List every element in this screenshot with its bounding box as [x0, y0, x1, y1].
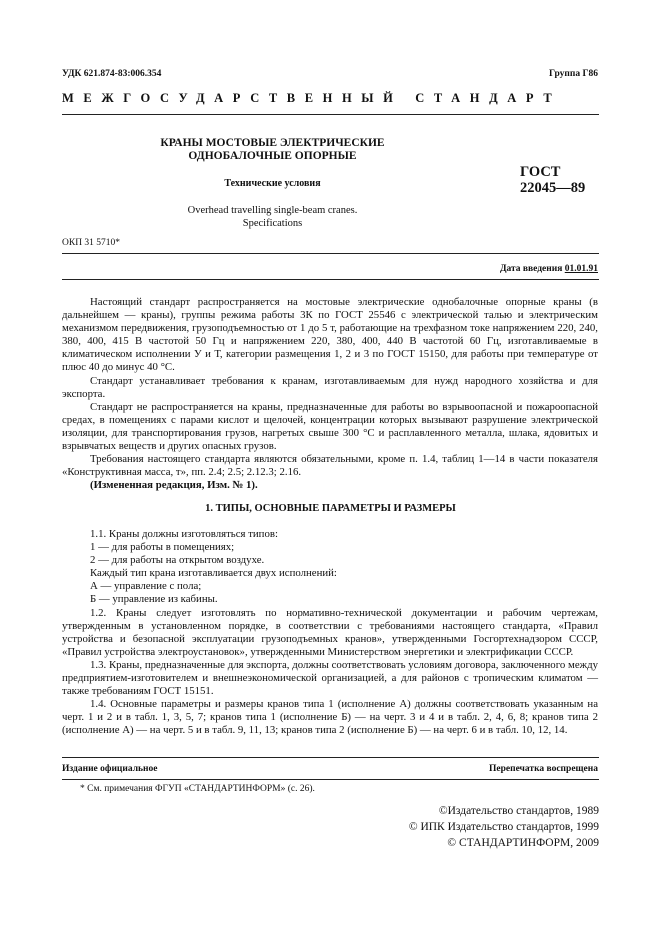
english-title-line-2: Specifications: [242, 218, 303, 229]
introduction-date-label: Дата введения: [499, 264, 563, 274]
intro-paragraph-1: Настоящий стандарт распространяется на мостовые электрические однобалочные опорные краны (в дальнейшем — краны), группы режима работы 3К по ГОСТ 25546 с электрической талью и электрическим механизмом передвижения, грузоподъемностью от 1 до 5 т, работающие на трехфазном токе напряжением 220, 240, 380, 400, 415 В частотой 50 Гц и напряжением 220, 380, 400, 440 В частотой 60 Гц, изготавливаемые в климатическом исполнении У и Т, категории размещения 1, 2 и 3 по ГОСТ 15150, для работы при температуре от плюс 40 до минус 40 °С.: [62, 296, 598, 374]
title-rule: [62, 253, 599, 254]
reprint-prohibited: Перепечатка воспрещена: [488, 764, 598, 774]
amendment-note: (Измененная редакция, Изм. № 1).: [90, 479, 258, 492]
intro-paragraph-4: Требования настоящего стандарта являются обязательными, кроме п. 1.4, таблиц 1—14 в части показателя «Конструктивная масса, т», пп. 2.4; 2.5; 2.12.3; 2.16.: [62, 453, 598, 479]
group-code: Группа Г86: [549, 69, 598, 79]
gost-label: ГОСТ: [520, 164, 561, 180]
gost-designation: [520, 164, 585, 196]
footnote: * См. примечания ФГУП «СТАНДАРТИНФОРМ» (с. 26).: [80, 784, 315, 794]
official-edition: Издание официальное: [62, 764, 158, 774]
clause-1-2: 1.2. Краны следует изготовлять по нормативно-технической документации и рабочим чертежам, утвержденным в установленном порядке, в соответствии с требованиями настоящего стандарта, «Правил устройства и безопасной эксплуатации грузоподъемных кранов», утвержденными Госгортехнадзором СССР, «Правил устройства электроустановок», утвержденными Министерством энергетики и электрификации СССР.: [62, 606, 598, 658]
title-line-1: КРАНЫ МОСТОВЫЕ ЭЛЕКТРИЧЕСКИЕ: [160, 137, 385, 149]
intro-paragraph-3: Стандарт не распространяется на краны, предназначенные для работы во взрывоопасной и пожароопасной средах, в помещениях с парами кислот и щелочей, концентрации которых вызывают разрушение электрической изоляции, для транспортирования грузов, нагретых свыше 300 °С и расплавленного металла, шлака, ядовитых и взрывчатых веществ и других опасных грузов.: [62, 400, 598, 453]
versions-intro: Каждый тип крана изготавливается двух исполнений:: [90, 567, 337, 580]
introduction-date-value: 01.01.91: [564, 264, 598, 274]
gost-number: 22045—89: [520, 180, 586, 196]
udk-code: УДК 621.874-83:006.354: [62, 69, 162, 79]
clause-1-4: 1.4. Основные параметры и размеры кранов типа 1 (исполнение А) должны соответствовать указанным на черт. 1 и 2 и в табл. 1, 3, 5, 7; кранов типа 1 (исполнение Б) — на черт. 3 и 4 и в табл. 2, 4, 6, 8; кранов типа 2 (исполнение А) — на черт. 5 и в табл. 9, 11, 13; кранов типа 2 (исполнение Б) — на черт. 6 и в табл. 10, 12, 14.: [62, 698, 598, 737]
type-1-item: 1 — для работы в помещениях;: [90, 541, 235, 554]
document-title: [130, 137, 415, 163]
english-title-line-1: Overhead travelling single-beam cranes.: [187, 205, 358, 216]
date-rule: [62, 279, 599, 280]
clause-1-3: 1.3. Краны, предназначенные для экспорта, должны соответствовать условиям договора, заключенного между предприятием-изготовителем и внешнеэкономической организацией, а для районов с тропическим климатом — также требованиям ГОСТ 15151.: [62, 658, 598, 698]
copyright-block: [409, 803, 599, 851]
version-a-item: А — управление с пола;: [90, 580, 202, 593]
standard-banner: МЕЖГОСУДАРСТВЕННЫЙ СТАНДАРТ: [62, 91, 562, 105]
copyright-1999: © ИПК Издательство стандартов, 1999: [408, 821, 599, 833]
type-2-item: 2 — для работы на открытом воздухе.: [90, 554, 265, 567]
document-subtitle: Технические условия: [224, 178, 321, 189]
introduction-date: [500, 264, 598, 274]
section-1-heading: 1. ТИПЫ, ОСНОВНЫЕ ПАРАМЕТРЫ И РАЗМЕРЫ: [205, 503, 456, 514]
okp-code: ОКП 31 5710*: [62, 238, 121, 248]
clause-1-1: 1.1. Краны должны изготовляться типов:: [90, 528, 278, 540]
copyright-1989: ©Издательство стандартов, 1989: [438, 805, 599, 817]
footer-rule-bottom: [62, 779, 599, 780]
footer-rule-top: [62, 757, 599, 758]
introduction: [62, 296, 598, 492]
header-rule: [62, 114, 599, 115]
section-1-body: [62, 528, 598, 738]
version-b-item: Б — управление из кабины.: [90, 593, 218, 606]
english-title: [130, 204, 415, 230]
intro-paragraph-2: Стандарт устанавливает требования к кранам, изготавливаемым для нужд народного хозяйства и для экспорта.: [62, 374, 598, 400]
copyright-2009: © СТАНДАРТИНФОРМ, 2009: [447, 837, 599, 849]
title-line-2: ОДНОБАЛОЧНЫЕ ОПОРНЫЕ: [188, 150, 357, 162]
